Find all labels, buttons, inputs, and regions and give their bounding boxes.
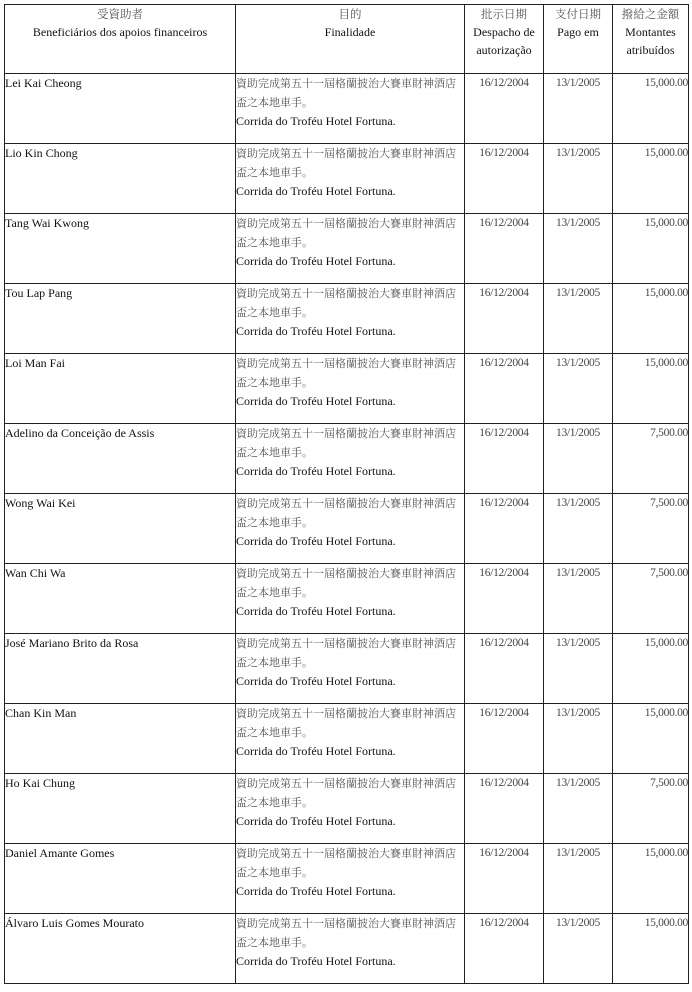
beneficiary-name: Wong Wai Kei (5, 494, 236, 564)
purpose-pt: Corrida do Troféu Hotel Fortuna. (236, 954, 396, 968)
beneficiary-name: Lio Kin Chong (5, 144, 236, 214)
purpose-cell (236, 774, 465, 844)
purpose-cell (236, 144, 465, 214)
table-row (5, 564, 689, 634)
payment-date: 13/1/2005 (544, 354, 613, 424)
amount: 15,000.00 (613, 284, 689, 354)
purpose-zh: 資助完成第五十一屆格蘭披治大賽車財神酒店盃之本地車手。 (236, 567, 456, 599)
purpose-cell (236, 704, 465, 774)
amount: 15,000.00 (613, 914, 689, 984)
purpose-pt: Corrida do Troféu Hotel Fortuna. (236, 464, 396, 478)
amount: 15,000.00 (613, 704, 689, 774)
payment-date: 13/1/2005 (544, 74, 613, 144)
table-row (5, 494, 689, 564)
beneficiary-name: Ho Kai Chung (5, 774, 236, 844)
grants-table (4, 4, 689, 984)
beneficiary-name: Adelino da Conceição de Assis (5, 424, 236, 494)
header-payment-zh: 支付日期 (555, 7, 601, 21)
beneficiary-name: Loi Man Fai (5, 354, 236, 424)
header-beneficiary-zh: 受資助者 (97, 7, 143, 21)
payment-date: 13/1/2005 (544, 284, 613, 354)
purpose-cell (236, 424, 465, 494)
purpose-zh: 資助完成第五十一屆格蘭披治大賽車財神酒店盃之本地車手。 (236, 357, 456, 389)
purpose-pt: Corrida do Troféu Hotel Fortuna. (236, 184, 396, 198)
approval-date: 16/12/2004 (465, 774, 544, 844)
header-row (5, 5, 689, 74)
payment-date: 13/1/2005 (544, 774, 613, 844)
payment-date: 13/1/2005 (544, 564, 613, 634)
purpose-cell (236, 74, 465, 144)
header-beneficiary-pt: Beneficiários dos apoios financeiros (32, 25, 208, 39)
approval-date: 16/12/2004 (465, 74, 544, 144)
purpose-zh: 資助完成第五十一屆格蘭披治大賽車財神酒店盃之本地車手。 (236, 217, 456, 249)
payment-date: 13/1/2005 (544, 214, 613, 284)
amount: 15,000.00 (613, 354, 689, 424)
amount: 15,000.00 (613, 634, 689, 704)
amount: 7,500.00 (613, 424, 689, 494)
table-row (5, 704, 689, 774)
purpose-cell (236, 914, 465, 984)
amount: 7,500.00 (613, 494, 689, 564)
beneficiary-name: Lei Kai Cheong (5, 74, 236, 144)
approval-date: 16/12/2004 (465, 844, 544, 914)
table-header (5, 5, 689, 74)
purpose-cell (236, 494, 465, 564)
beneficiary-name: Tou Lap Pang (5, 284, 236, 354)
payment-date: 13/1/2005 (544, 634, 613, 704)
payment-date: 13/1/2005 (544, 494, 613, 564)
purpose-cell (236, 354, 465, 424)
table-row (5, 284, 689, 354)
approval-date: 16/12/2004 (465, 424, 544, 494)
header-purpose-pt: Finalidade (324, 25, 376, 39)
table-body (5, 74, 689, 984)
purpose-pt: Corrida do Troféu Hotel Fortuna. (236, 884, 396, 898)
approval-date: 16/12/2004 (465, 564, 544, 634)
payment-date: 13/1/2005 (544, 704, 613, 774)
header-approval-date (465, 5, 544, 74)
table-row (5, 144, 689, 214)
header-approval-zh: 批示日期 (481, 7, 527, 21)
purpose-zh: 資助完成第五十一屆格蘭披治大賽車財神酒店盃之本地車手。 (236, 287, 456, 319)
amount: 15,000.00 (613, 144, 689, 214)
header-approval-pt: Despacho de autorização (473, 25, 535, 57)
beneficiary-name: Álvaro Luis Gomes Mourato (5, 914, 236, 984)
approval-date: 16/12/2004 (465, 704, 544, 774)
amount: 15,000.00 (613, 74, 689, 144)
approval-date: 16/12/2004 (465, 634, 544, 704)
header-amount-zh: 撥給之金額 (621, 7, 680, 21)
payment-date: 13/1/2005 (544, 914, 613, 984)
purpose-pt: Corrida do Troféu Hotel Fortuna. (236, 394, 396, 408)
beneficiary-name: Daniel Amante Gomes (5, 844, 236, 914)
purpose-pt: Corrida do Troféu Hotel Fortuna. (236, 114, 396, 128)
purpose-pt: Corrida do Troféu Hotel Fortuna. (236, 744, 396, 758)
payment-date: 13/1/2005 (544, 424, 613, 494)
purpose-zh: 資助完成第五十一屆格蘭披治大賽車財神酒店盃之本地車手。 (236, 707, 456, 739)
header-amount (613, 5, 689, 74)
purpose-zh: 資助完成第五十一屆格蘭披治大賽車財神酒店盃之本地車手。 (236, 637, 456, 669)
purpose-cell (236, 564, 465, 634)
header-payment-pt: Pago em (557, 25, 599, 39)
approval-date: 16/12/2004 (465, 494, 544, 564)
purpose-pt: Corrida do Troféu Hotel Fortuna. (236, 324, 396, 338)
purpose-pt: Corrida do Troféu Hotel Fortuna. (236, 604, 396, 618)
approval-date: 16/12/2004 (465, 214, 544, 284)
table-row (5, 634, 689, 704)
approval-date: 16/12/2004 (465, 144, 544, 214)
amount: 15,000.00 (613, 844, 689, 914)
header-payment-date (544, 5, 613, 74)
purpose-cell (236, 214, 465, 284)
purpose-zh: 資助完成第五十一屆格蘭披治大賽車財神酒店盃之本地車手。 (236, 777, 456, 809)
amount: 15,000.00 (613, 214, 689, 284)
purpose-pt: Corrida do Troféu Hotel Fortuna. (236, 814, 396, 828)
beneficiary-name: Chan Kin Man (5, 704, 236, 774)
purpose-cell (236, 284, 465, 354)
amount: 7,500.00 (613, 564, 689, 634)
table-row (5, 354, 689, 424)
purpose-pt: Corrida do Troféu Hotel Fortuna. (236, 254, 396, 268)
header-purpose (236, 5, 465, 74)
approval-date: 16/12/2004 (465, 914, 544, 984)
header-amount-pt: Montantes atribuídos (625, 25, 676, 57)
approval-date: 16/12/2004 (465, 354, 544, 424)
purpose-zh: 資助完成第五十一屆格蘭披治大賽車財神酒店盃之本地車手。 (236, 917, 456, 949)
purpose-pt: Corrida do Troféu Hotel Fortuna. (236, 674, 396, 688)
beneficiary-name: Wan Chi Wa (5, 564, 236, 634)
purpose-pt: Corrida do Troféu Hotel Fortuna. (236, 534, 396, 548)
purpose-cell (236, 634, 465, 704)
table-row (5, 214, 689, 284)
amount: 7,500.00 (613, 774, 689, 844)
purpose-zh: 資助完成第五十一屆格蘭披治大賽車財神酒店盃之本地車手。 (236, 497, 456, 529)
table-row (5, 844, 689, 914)
header-beneficiary (5, 5, 236, 74)
table-row (5, 774, 689, 844)
table-row (5, 914, 689, 984)
table-row (5, 74, 689, 144)
purpose-zh: 資助完成第五十一屆格蘭披治大賽車財神酒店盃之本地車手。 (236, 847, 456, 879)
purpose-zh: 資助完成第五十一屆格蘭披治大賽車財神酒店盃之本地車手。 (236, 427, 456, 459)
header-purpose-zh: 目的 (338, 7, 362, 21)
purpose-zh: 資助完成第五十一屆格蘭披治大賽車財神酒店盃之本地車手。 (236, 77, 456, 109)
purpose-zh: 資助完成第五十一屆格蘭披治大賽車財神酒店盃之本地車手。 (236, 147, 456, 179)
beneficiary-name: José Mariano Brito da Rosa (5, 634, 236, 704)
approval-date: 16/12/2004 (465, 284, 544, 354)
beneficiary-name: Tang Wai Kwong (5, 214, 236, 284)
table-row (5, 424, 689, 494)
purpose-cell (236, 844, 465, 914)
payment-date: 13/1/2005 (544, 144, 613, 214)
payment-date: 13/1/2005 (544, 844, 613, 914)
